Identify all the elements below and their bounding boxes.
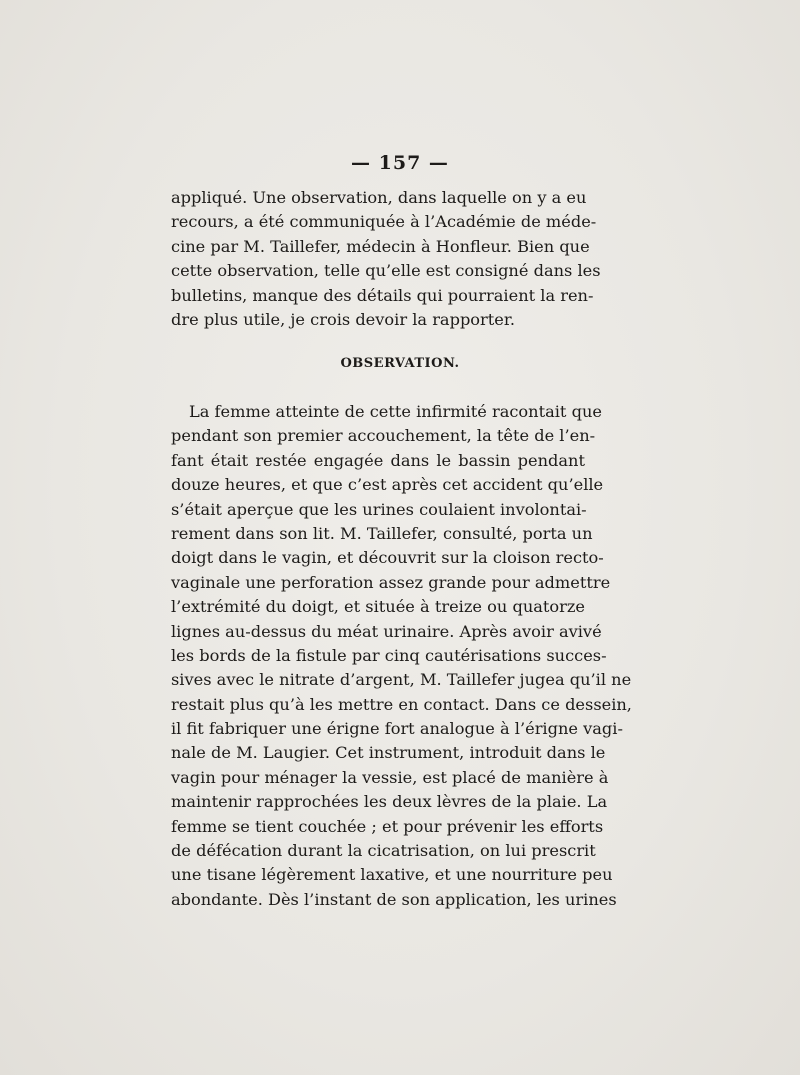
text-line: restait plus qu’à les mettre en contact. Dans ce dessein, <box>171 694 632 714</box>
text-line: fant était restée engagée dans le bassin pendant <box>171 450 585 470</box>
text-line: de défécation durant la cicatrisation, on lui prescrit <box>171 841 596 861</box>
text-line: bulletins, manque des détails qui pourraient la ren- <box>171 285 594 305</box>
text-line: rement dans son lit. M. Taillefer, consulté, porta un <box>171 523 593 543</box>
text-line: les bords de la fistule par cinq cautérisations succes- <box>171 645 607 665</box>
paragraph-intro <box>171 186 601 332</box>
paragraph-observation <box>171 400 632 912</box>
text-line: maintenir rapprochées les deux lèvres de la plaie. La <box>171 792 608 812</box>
section-heading: OBSERVATION. <box>340 356 460 371</box>
text-line: vagin pour ménager la vessie, est placé de manière à <box>171 767 609 787</box>
text-line: doigt dans le vagin, et découvrit sur la cloison recto- <box>171 548 604 568</box>
text-line: s’était aperçue que les urines coulaient involontai- <box>171 499 587 519</box>
text-line: appliqué. Une observation, dans laquelle on y a eu <box>171 188 587 207</box>
text-line: recours, a été communiquée à l’Académie de méde- <box>171 212 597 232</box>
text-line: l’extrémité du doigt, et située à treize ou quatorze <box>171 597 585 617</box>
text-line: vaginale une perforation assez grande pour admettre <box>171 572 611 592</box>
text-line: une tisane légèrement laxative, et une nourriture peu <box>171 865 613 885</box>
text-line: abondante. Dès l’instant de son application, les urines <box>171 889 617 909</box>
page-number: — 157 — <box>351 152 449 174</box>
text-line: lignes au-dessus du méat urinaire. Après avoir avivé <box>171 621 602 641</box>
text-line: dre plus utile, je crois devoir la rapporter. <box>171 309 515 329</box>
text-line: cette observation, telle qu’elle est consigné dans les <box>171 261 601 281</box>
text-line: femme se tient couchée ; et pour prévenir les efforts <box>171 816 604 836</box>
text-line: La femme atteinte de cette infirmité racontait que <box>189 402 602 421</box>
text-line: cine par M. Taillefer, médecin à Honfleur. Bien que <box>171 236 590 256</box>
text-line: pendant son premier accouchement, la tête de l’en- <box>171 426 596 446</box>
text-line: douze heures, et que c’est après cet accident qu’elle <box>171 475 604 495</box>
text-line: il fit fabriquer une érigne fort analogue à l’érigne vagi- <box>171 719 623 739</box>
text-line: nale de M. Laugier. Cet instrument, introduit dans le <box>171 743 606 763</box>
text-line: sives avec le nitrate d’argent, M. Taillefer jugea qu’il ne <box>171 670 632 690</box>
